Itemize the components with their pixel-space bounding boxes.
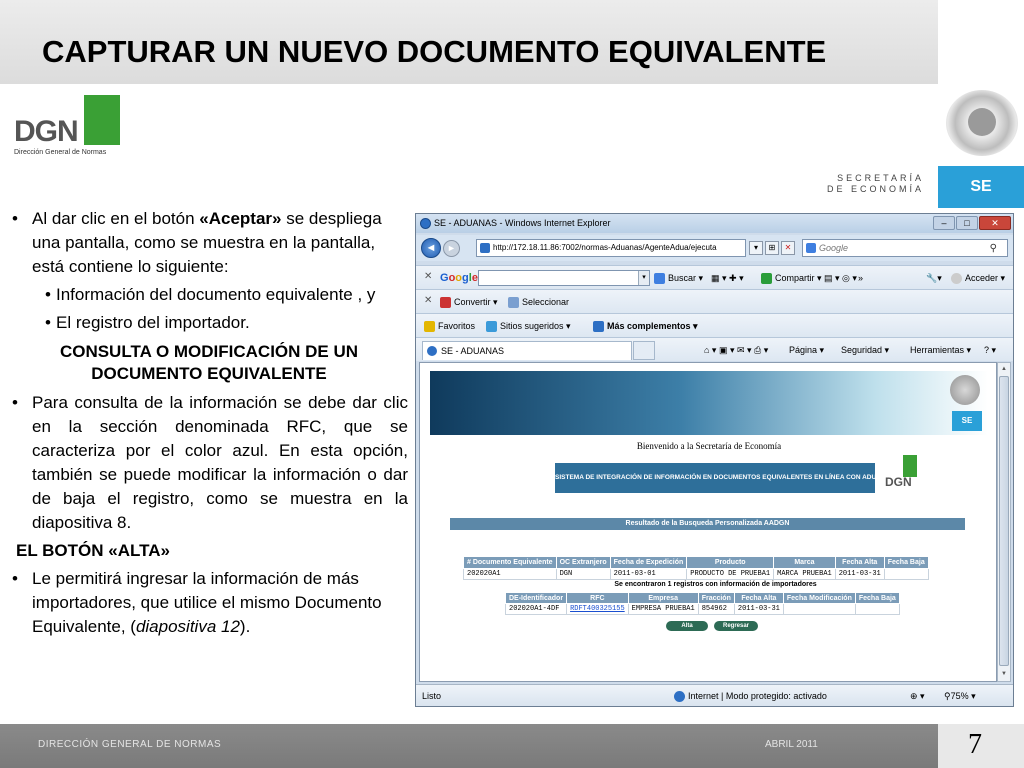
google-toolbar xyxy=(416,265,1013,289)
webpage-content xyxy=(419,362,997,682)
col-header: OC Extranjero xyxy=(556,557,610,569)
new-tab-button[interactable] xyxy=(633,341,655,360)
acceder-button[interactable]: Acceder ▾ xyxy=(951,266,1005,290)
se-logo: SE xyxy=(938,166,1024,208)
zoom-control[interactable]: ⚲75% ▾ xyxy=(944,691,976,701)
bullet-alta xyxy=(10,567,408,639)
col-header: Fecha Alta xyxy=(835,557,884,569)
col-header: Producto xyxy=(687,557,774,569)
mas-label: Más complementos xyxy=(607,321,691,331)
alta-button[interactable]: Alta xyxy=(666,621,708,631)
rfc-link[interactable]: RDFT400325155 xyxy=(567,604,629,615)
mas-complementos-button[interactable]: Más complementos ▾ xyxy=(593,314,698,338)
table-cell: EMPRESA PRUEBA1 xyxy=(628,604,698,615)
secretaria-line2: DE ECONOMÍA xyxy=(826,184,924,194)
status-zone xyxy=(674,685,827,707)
seleccionar-button[interactable] xyxy=(508,290,569,314)
forward-button[interactable]: ► xyxy=(443,240,460,257)
google-logo xyxy=(440,266,478,290)
convertir-button[interactable]: Convertir ▾ xyxy=(440,290,498,314)
tab-bar xyxy=(416,337,1013,361)
dgn-logo-letters: DGN xyxy=(14,115,78,148)
table-cell: 2011-03-01 xyxy=(610,569,687,580)
toolbar-icons[interactable]: ▦ ▾ ✚ ▾ xyxy=(711,273,744,283)
buscar-label: Buscar xyxy=(668,273,697,283)
toolbar-extra-icons[interactable]: ▤ ▾ ◎ ▾ xyxy=(824,273,857,283)
section-heading-alta: EL BOTÓN «ALTA» xyxy=(16,541,170,560)
tab-se-aduanas[interactable] xyxy=(422,341,632,360)
table-cell: 202020A1 xyxy=(464,569,557,580)
top-right-panel xyxy=(938,0,1024,84)
status-text: Listo xyxy=(422,691,442,701)
tab-label: SE - ADUANAS xyxy=(441,346,505,356)
status-icons[interactable]: ⊕ ▾ xyxy=(910,691,925,701)
sub-bullet-info: • Información del documento equivalente , y xyxy=(46,283,408,307)
col-header: Fecha Baja xyxy=(884,557,928,569)
bullet-aceptar-bold: «Aceptar» xyxy=(199,209,282,228)
help-icon[interactable]: ? ▾ xyxy=(984,345,997,355)
back-button[interactable]: ◄ xyxy=(421,238,441,258)
table-cell: DGN xyxy=(556,569,610,580)
compartir-label: Compartir xyxy=(775,273,815,283)
dgn-small-letters: DGN xyxy=(885,475,912,489)
table-row xyxy=(464,569,929,580)
compartir-button[interactable]: Compartir ▾ xyxy=(761,266,822,290)
user-icon xyxy=(951,273,962,284)
sitios-sugeridos-button[interactable]: Sitios sugeridos ▾ xyxy=(486,314,571,338)
globe-icon xyxy=(674,691,685,702)
home-icon[interactable]: ⌂ ▾ ▣ ▾ ✉ ▾ ⎙ ▾ xyxy=(704,345,769,355)
bullet-aceptar-text-pre: Al dar clic en el botón xyxy=(32,209,200,228)
convert-toolbar xyxy=(416,289,1013,313)
sub-bullet-registro: • El registro del importador. xyxy=(46,311,408,335)
welcome-text: Bienvenido a la Secretaría de Economía xyxy=(636,441,782,451)
table-cell xyxy=(783,604,855,615)
bullet-consulta: • Para consulta de la información se debe dar clic en la sección denominada RFC, que se caracteriza por el color azul. En esta opción, también se puede modificar la información o dar de baja el registro, como se muestra en la diapositiva 8. xyxy=(10,391,408,535)
pagina-label: Página xyxy=(789,345,818,355)
dropdown-icon[interactable]: ▾ xyxy=(749,241,763,255)
table-cell: 202020A1-4DF xyxy=(506,604,567,615)
page-icon xyxy=(480,243,490,253)
zoom-icon: ⚲ xyxy=(944,691,951,701)
slide-title: CAPTURAR UN NUEVO DOCUMENTO EQUIVALENTE xyxy=(42,34,827,69)
table-cell: 2011-03-31 xyxy=(835,569,884,580)
dgn-small-logo xyxy=(883,455,923,497)
settings-icon[interactable]: 🔧▾ xyxy=(926,273,942,283)
window-controls xyxy=(933,216,1011,231)
google-logo-o2: o xyxy=(455,272,463,284)
addons-icon xyxy=(593,321,604,332)
bullet-alta-text-pre: Le permitirá ingresar la información de más importadores, que utilice el mismo Documento Equivalente, ( xyxy=(32,569,382,636)
bullet-aceptar-text-post: se despliega una pantalla, como se muestra en la pantalla, está contiene lo siguiente: xyxy=(32,209,382,276)
magnifier-icon[interactable]: ⚲ xyxy=(989,243,997,254)
document-table xyxy=(463,556,929,580)
col-header: Fracción xyxy=(698,593,734,604)
importer-table xyxy=(505,592,900,615)
col-header: Empresa xyxy=(628,593,698,604)
close-toolbar-icon[interactable]: ✕ xyxy=(424,295,433,306)
address-bar-row xyxy=(416,235,1013,261)
window-titlebar xyxy=(416,214,1013,233)
col-header: Fecha Alta xyxy=(734,593,783,604)
secretaria-line1: SECRETARÍA xyxy=(837,173,924,183)
favoritos-label: Favoritos xyxy=(438,321,476,331)
col-header: Marca xyxy=(774,557,836,569)
acceder-label: Acceder xyxy=(965,273,999,283)
search-input[interactable] xyxy=(802,239,1008,257)
google-logo-g1: G xyxy=(440,272,449,284)
google-toolbar-search[interactable] xyxy=(478,270,650,286)
google-logo-l: l xyxy=(468,272,472,284)
zoom-level: 75% xyxy=(950,691,969,701)
favorites-bar xyxy=(416,313,1013,337)
google-logo-e: e xyxy=(471,272,478,284)
ie-browser-window xyxy=(415,213,1014,707)
table-cell xyxy=(855,604,899,615)
result-title-bar: Resultado de la Busqueda Personalizada AADGN xyxy=(450,518,965,530)
scroll-down-icon[interactable]: ▼ xyxy=(1001,671,1007,677)
banner-se-logo: SE xyxy=(952,411,982,431)
address-input[interactable] xyxy=(476,239,746,257)
search-placeholder: Google xyxy=(819,243,849,253)
table-cell: PRODUCTO DE PRUEBA1 xyxy=(687,569,774,580)
google-logo-g2: g xyxy=(462,272,469,284)
se-banner xyxy=(430,371,988,435)
seguridad-label: Seguridad xyxy=(841,345,883,355)
col-header: Fecha Modificación xyxy=(783,593,855,604)
col-header: Fecha Baja xyxy=(855,593,899,604)
dgn-logo-green-block xyxy=(84,95,120,145)
sites-icon xyxy=(486,321,497,332)
favoritos-button[interactable] xyxy=(424,314,475,338)
section-heading-consulta: CONSULTA O MODIFICACIÓN DE UN DOCUMENTO EQUIVALENTE xyxy=(59,342,359,383)
more-button[interactable]: » xyxy=(858,273,864,283)
status-bar xyxy=(416,684,1013,706)
ie-icon xyxy=(420,218,431,229)
seal-eagle-icon xyxy=(968,108,996,136)
address-url: http://172.18.11.86:7002/normas-Aduanas/AgenteAdua/ejecuta xyxy=(493,243,717,252)
table-row xyxy=(506,604,900,615)
maximize-button[interactable]: □ xyxy=(956,216,978,230)
seleccionar-label: Seleccionar xyxy=(522,297,570,307)
page-number-box xyxy=(938,724,1024,768)
footer-org: DIRECCIÓN GENERAL DE NORMAS xyxy=(38,739,222,750)
herramientas-label: Herramientas xyxy=(910,345,965,355)
page-number: 7 xyxy=(968,729,982,760)
bullet-aceptar xyxy=(10,207,408,279)
scroll-up-icon[interactable]: ▲ xyxy=(1001,366,1007,372)
dgn-logo-subtitle: Dirección General de Normas xyxy=(14,149,107,156)
slide-body-text xyxy=(10,207,408,639)
status-zone-text: Internet | Modo protegido: activado xyxy=(688,691,827,701)
share-icon xyxy=(761,273,772,284)
scroll-thumb[interactable] xyxy=(999,376,1009,666)
secretaria-economia-text xyxy=(820,173,924,195)
buscar-button[interactable]: Buscar ▾ xyxy=(654,266,703,290)
dgn-small-green xyxy=(903,455,917,477)
select-icon xyxy=(508,297,519,308)
sitios-label: Sitios sugeridos xyxy=(500,321,564,331)
pdf-icon xyxy=(440,297,451,308)
pagina-menu[interactable]: Página ▾ xyxy=(789,345,825,355)
herramientas-menu[interactable]: Herramientas ▾ xyxy=(910,345,972,355)
mexican-seal-icon xyxy=(946,90,1018,156)
dgn-logo xyxy=(14,95,124,157)
slide-title-bar xyxy=(0,0,938,84)
document-table-header xyxy=(464,557,929,569)
footer-date: ABRIL 2011 xyxy=(765,739,818,750)
table-cell: MARCA PRUEBA1 xyxy=(774,569,836,580)
importer-count-text: Se encontraron 1 registros con información de importadores xyxy=(614,581,817,588)
star-icon xyxy=(424,321,435,332)
table-cell: 2011-03-31 xyxy=(734,604,783,615)
col-header: Fecha de Expedición xyxy=(610,557,687,569)
google-logo-o1: o xyxy=(448,272,456,284)
chevron-down-icon[interactable]: ▾ xyxy=(638,271,649,285)
col-header: RFC xyxy=(567,593,629,604)
bullet-alta-italic: diapositiva 12 xyxy=(135,617,240,636)
banner-seal-icon xyxy=(950,375,980,405)
table-cell xyxy=(884,569,928,580)
table-cell: 854962 xyxy=(698,604,734,615)
google-search-icon xyxy=(806,243,816,253)
search-icon xyxy=(654,273,665,284)
close-toolbar-icon[interactable]: ✕ xyxy=(424,271,433,282)
window-title: SE - ADUANAS - Windows Internet Explorer xyxy=(434,218,611,228)
close-button[interactable]: ✕ xyxy=(979,216,1011,230)
bullet-alta-text-post: ). xyxy=(239,617,251,636)
compat-view-icon[interactable]: ⊞ xyxy=(765,241,779,255)
vertical-scrollbar[interactable] xyxy=(997,362,1011,682)
minimize-button[interactable]: – xyxy=(933,216,955,230)
importer-table-header xyxy=(506,593,900,604)
slide-footer xyxy=(0,724,938,768)
tab-icon xyxy=(427,346,437,356)
system-title-bar: SISTEMA DE INTEGRACIÓN DE INFORMACIÓN EN DOCUMENTOS EQUIVALENTES EN LÍNEA CON ADUANAS xyxy=(555,463,875,493)
col-header: # Documento Equivalente xyxy=(464,557,557,569)
convertir-label: Convertir xyxy=(454,297,491,307)
stop-icon[interactable]: ✕ xyxy=(781,241,795,255)
col-header: DE-Identificador xyxy=(506,593,567,604)
seguridad-menu[interactable]: Seguridad ▾ xyxy=(841,345,890,355)
regresar-button[interactable]: Regresar xyxy=(714,621,758,631)
